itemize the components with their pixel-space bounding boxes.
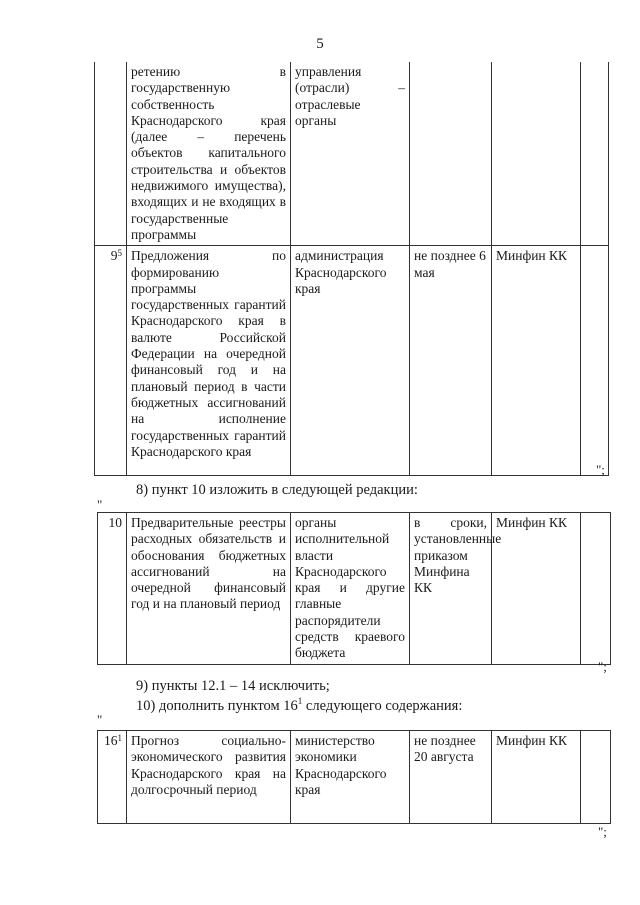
item-description: ретению в государственную собственность Краснодарского края (далее – перечень объектов капитального строительства и объектов недвижимого имущества), входящих и не входящих в государственные программы xyxy=(127,62,291,246)
row-number-main: 9 xyxy=(110,248,118,264)
opening-quote: " xyxy=(97,712,103,727)
instruction-text-tail: следующего содержания: xyxy=(302,697,463,714)
opening-quote: " xyxy=(97,497,103,512)
item-description: Прогноз социально-экономического развития Краснодарского края на долгосрочный период xyxy=(127,731,291,824)
item-deadline xyxy=(410,62,492,246)
empty-cell xyxy=(581,731,611,824)
empty-cell xyxy=(581,62,609,246)
item-deadline: не позднее 20 августа xyxy=(410,731,492,824)
item-deadline: в сроки, установленные приказом Минфина КК xyxy=(410,513,492,665)
item-executor: администрация Краснодарского края xyxy=(291,246,410,476)
table-row xyxy=(98,513,611,665)
item-responsible xyxy=(492,62,581,246)
instruction-item-10 xyxy=(136,696,462,715)
item-deadline: не позднее 6 мая xyxy=(410,246,492,476)
row-number-sup: 5 xyxy=(117,248,122,259)
closing-quote: "; xyxy=(598,659,607,674)
item-description: Предварительные реестры расходных обязательств и обоснования бюджетных ассигнований на очередной финансовый год и на плановый период xyxy=(127,513,291,665)
item-executor: министерство экономики Краснодарского края xyxy=(291,731,410,824)
row-number xyxy=(98,731,127,824)
row-number-main: 16 xyxy=(104,733,118,748)
table-row xyxy=(95,62,609,246)
row-number-sup: 1 xyxy=(117,733,122,743)
closing-quote: "; xyxy=(596,462,605,477)
row-number: 10 xyxy=(98,513,127,665)
instruction-item-8: 8) пункт 10 изложить в следующей редакции: xyxy=(136,482,418,498)
instruction-item-9: 9) пункты 12.1 – 14 исключить; xyxy=(136,678,330,694)
closing-quote: "; xyxy=(598,824,607,839)
empty-cell xyxy=(581,246,609,476)
item-responsible: Минфин КК xyxy=(492,246,581,476)
instruction-sup: 1 xyxy=(297,696,303,706)
item-description: Предложения по формированию программы государственных гарантий Краснодарского края в валюте Российской Федерации на очередной финансовый год и на плановый период в части бюджетных ассигнований на исполнение государственных гарантий Краснодарского края xyxy=(127,246,291,476)
plan-table-item-16-1 xyxy=(97,730,611,824)
page-number: 5 xyxy=(316,36,324,52)
plan-table-continued xyxy=(94,62,609,476)
row-number xyxy=(95,62,127,246)
row-number xyxy=(95,246,127,476)
item-responsible: Минфин КК xyxy=(492,731,581,824)
plan-table-item-10 xyxy=(97,512,611,665)
item-executor: органы исполнительной власти Краснодарского края и другие главные распорядители средств краевого бюджета xyxy=(291,513,410,665)
item-executor: управления (отрасли) – отраслевые органы xyxy=(291,62,410,246)
item-responsible: Минфин КК xyxy=(492,513,581,665)
table-row xyxy=(98,731,611,824)
empty-cell xyxy=(581,513,611,665)
instruction-text: 10) дополнить пунктом 16 xyxy=(136,697,298,714)
table-row xyxy=(95,246,609,476)
